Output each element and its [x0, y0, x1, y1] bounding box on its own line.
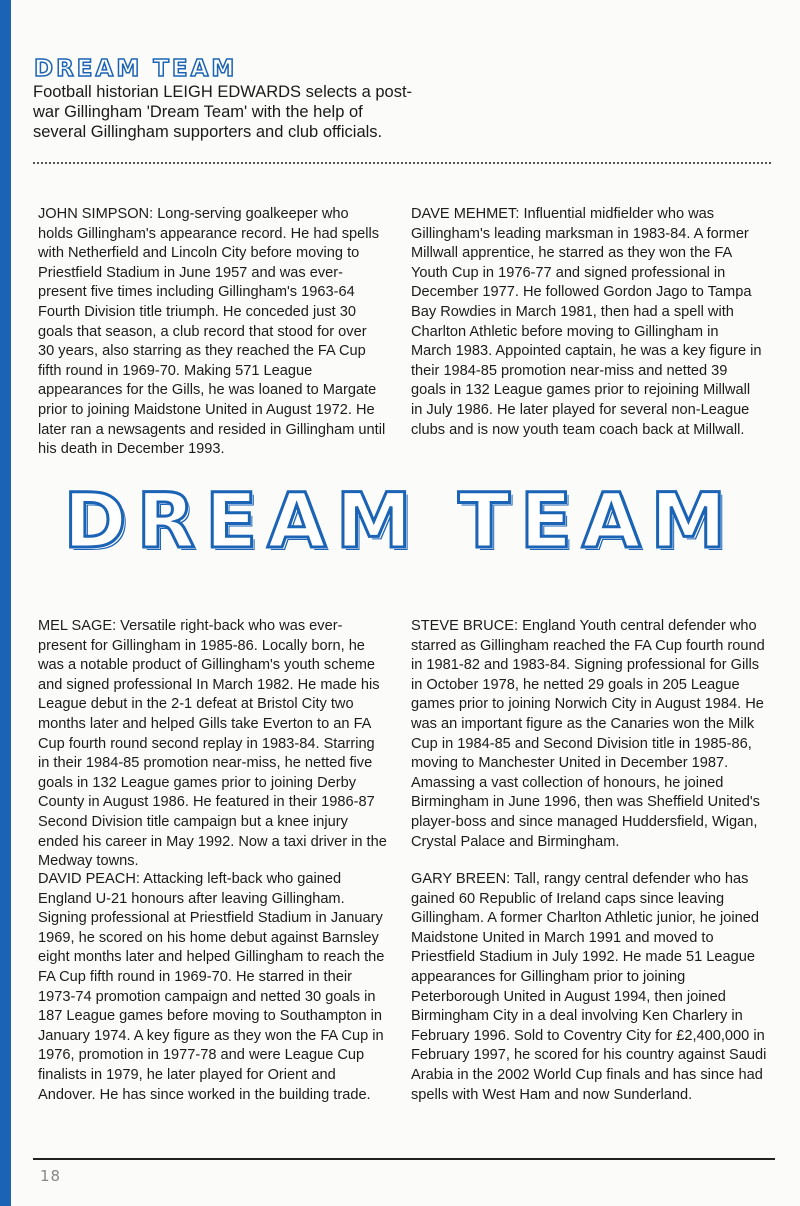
- player-bio-dave-mehmet: DAVE MEHMET: Influential midfielder who was Gillingham's leading marksman in 1983-84. A former Millwall apprentice, he starred as they won the FA Youth Cup in 1976-77 and signed professional in December 1977. He followed Gordon Jago to Tampa Bay Rowdies in March 1981, then had a spell with Charlton Athletic before moving to Gillingham in March 1983. Appointed captain, he was a key figure in their 1984-85 promotion near-miss and netted 39 goals in 132 League games prior to rejoining Millwall in July 1986. He later played for several non-League clubs and is now youth team coach back at Millwall.: [411, 206, 762, 438]
- player-bio-gary-breen: GARY BREEN: Tall, rangy central defender who has gained 60 Republic of Ireland caps since leaving Gillingham. A former Charlton Athletic junior, he joined Maidstone United in March 1991 and moved to Priestfield Stadium in July 1992. He made 51 League appearances for Gillingham prior to joining Peterborough United in August 1994, then joined Birmingham City in a deal involving Ken Charlery in February 1996. Sold to Coventry City for £2,400,000 in February 1997, he scored for his country against Saudi Arabia in the 2002 World Cup finals and has since had spells with West Ham and now Sunderland.: [411, 871, 767, 1103]
- page-number: 18: [40, 1167, 62, 1185]
- banner-title: DREAM TEAM: [63, 476, 737, 565]
- player-bio-steve-bruce: STEVE BRUCE: England Youth central defender who starred as Gillingham reached the FA Cup fourth round in 1981-82 and 1983-84. Signing professional for Gills in October 1978, he netted 29 goals in 205 League games prior to joining Norwich City in August 1984. He was an important figure as the Canaries won the Milk Cup in 1984-85 and Second Division title in 1985-86, moving to Manchester United in December 1987. Amassing a vast collection of honours, he joined Birmingham in June 1996, then was Sheffield United's player-boss and since managed Huddersfield, Wigan, Crystal Palace and Birmingham.: [411, 618, 765, 850]
- player-bio-john-simpson: JOHN SIMPSON: Long-serving goalkeeper who holds Gillingham's appearance record. He had spells with Netherfield and Lincoln City before moving to Priestfield Stadium in June 1957 and was ever-present five times including Gillingham's 1963-64 Fourth Division title triumph. He conceded just 30 goals that season, a club record that stood for over 30 years, also starring as they reached the FA Cup fifth round in 1969-70. Making 571 League appearances for the Gills, he was loaned to Margate prior to joining Maidstone United in August 1972. He later ran a newsagents and resided in Gillingham until his death in December 1993.: [38, 206, 386, 458]
- intro-text: Football historian LEIGH EDWARDS selects a post-war Gillingham 'Dream Team' with the help of several Gillingham supporters and club officials.: [33, 83, 413, 141]
- section-title: DREAM TEAM: [34, 56, 238, 82]
- player-bio-mel-sage: MEL SAGE: Versatile right-back who was ever-present for Gillingham in 1985-86. Locally born, he was a notable product of Gillingham's youth scheme and signed professional In March 1982. He made his League debut in the 2-1 defeat at Bristol City two months later and helped Gills take Everton to an FA Cup fourth round second replay in 1983-84. Starring in their 1984-85 promotion near-miss, he netted five goals in 132 League games prior to joining Derby County in August 1986. He featured in their 1986-87 Second Division title campaign but a knee injury ended his career in May 1992. Now a taxi driver in the Medway towns.: [38, 618, 387, 870]
- bottom-divider: [33, 1158, 775, 1160]
- player-bio-david-peach: DAVID PEACH: Attacking left-back who gained England U-21 honours after leaving Gillingham. Signing professional at Priestfield Stadium in January 1969, he scored on his home debut against Barnsley eight months later and helped Gillingham to reach the FA Cup fifth round in 1969-70. He starred in their 1973-74 promotion campaign and netted 30 goals in 187 League games before moving to Southampton in January 1974. A key figure as they won the FA Cup in 1976, promotion in 1977-78 and were League Cup finalists in 1979, he later played for Orient and Andover. He has since worked in the building trade.: [38, 871, 385, 1103]
- top-divider: [33, 162, 771, 164]
- left-margin-bar: [0, 0, 11, 1206]
